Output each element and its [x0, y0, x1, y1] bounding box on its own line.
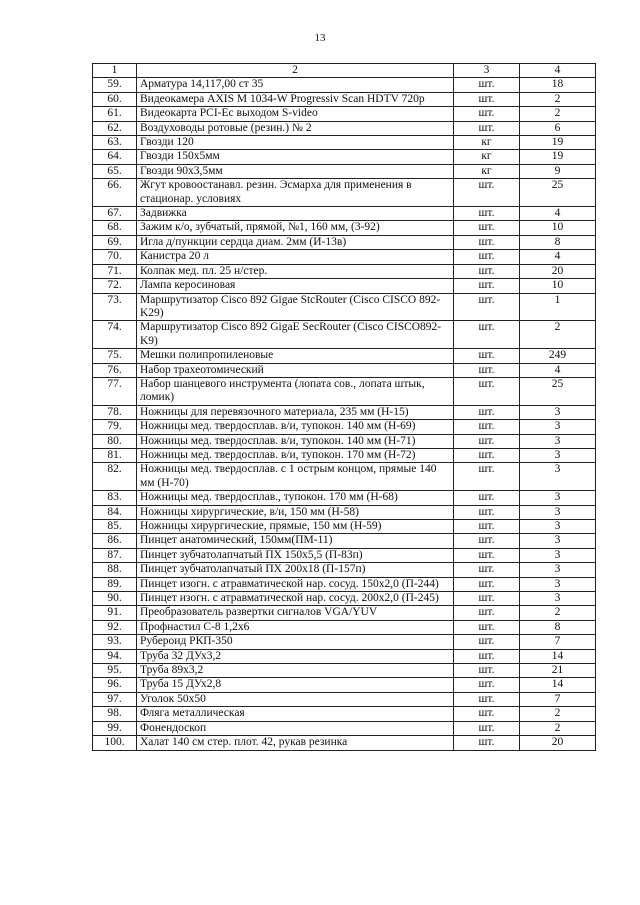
- item-unit: шт.: [454, 520, 520, 534]
- table-row: [93, 150, 596, 164]
- row-number: 89.: [93, 577, 137, 591]
- row-number: 75.: [93, 349, 137, 363]
- item-quantity: 2: [520, 321, 596, 349]
- row-number: 77.: [93, 377, 137, 405]
- item-quantity: 3: [520, 491, 596, 505]
- table-row: [93, 420, 596, 434]
- item-quantity: 249: [520, 349, 596, 363]
- item-quantity: 3: [520, 577, 596, 591]
- table-row: [93, 520, 596, 534]
- item-unit: шт.: [454, 221, 520, 235]
- item-name: Воздуховоды ротовые (резин.) № 2: [137, 121, 454, 135]
- item-quantity: 2: [520, 721, 596, 735]
- header-col-3: 3: [454, 64, 520, 78]
- item-unit: шт.: [454, 678, 520, 692]
- item-quantity: 8: [520, 620, 596, 634]
- item-name: Ножницы для перевязочного материала, 235 мм (Н-15): [137, 405, 454, 419]
- item-unit: шт.: [454, 707, 520, 721]
- item-quantity: 10: [520, 221, 596, 235]
- item-quantity: 25: [520, 377, 596, 405]
- item-name: Ножницы мед. твердосплав. в/и, тупокон. 170 мм (Н-72): [137, 448, 454, 462]
- item-name: Колпак мед. пл. 25 н/стер.: [137, 264, 454, 278]
- table-row: [93, 264, 596, 278]
- table-row: [93, 707, 596, 721]
- table-row: [93, 250, 596, 264]
- row-number: 60.: [93, 92, 137, 106]
- table-row: [93, 563, 596, 577]
- row-number: 97.: [93, 692, 137, 706]
- item-unit: шт.: [454, 377, 520, 405]
- item-quantity: 3: [520, 463, 596, 491]
- table-row: [93, 363, 596, 377]
- table-row: [93, 405, 596, 419]
- header-col-2: 2: [137, 64, 454, 78]
- item-unit: шт.: [454, 664, 520, 678]
- table-row: [93, 577, 596, 591]
- items-table-body: [93, 64, 596, 751]
- item-quantity: 10: [520, 279, 596, 293]
- table-row: [93, 491, 596, 505]
- item-unit: шт.: [454, 649, 520, 663]
- item-quantity: 3: [520, 505, 596, 519]
- item-name: Набор шанцевого инструмента (лопата сов., лопата штык, ломик): [137, 377, 454, 405]
- item-quantity: 3: [520, 534, 596, 548]
- row-number: 90.: [93, 592, 137, 606]
- table-row: [93, 548, 596, 562]
- item-name: Видеокарта PCI-Ec выходом S-video: [137, 107, 454, 121]
- item-unit: шт.: [454, 463, 520, 491]
- item-unit: шт.: [454, 491, 520, 505]
- item-name: Мешки полипропиленовые: [137, 349, 454, 363]
- table-row: [93, 164, 596, 178]
- table-row: [93, 592, 596, 606]
- row-number: 82.: [93, 463, 137, 491]
- item-quantity: 4: [520, 207, 596, 221]
- item-unit: шт.: [454, 293, 520, 321]
- table-row: [93, 505, 596, 519]
- item-unit: шт.: [454, 606, 520, 620]
- row-number: 96.: [93, 678, 137, 692]
- item-quantity: 20: [520, 264, 596, 278]
- item-name: Пинцет зубчатолапчатый ПХ 150х5,5 (П-83п): [137, 548, 454, 562]
- table-header-row: [93, 64, 596, 78]
- item-unit: шт.: [454, 349, 520, 363]
- row-number: 92.: [93, 620, 137, 634]
- item-unit: шт.: [454, 107, 520, 121]
- item-name: Ножницы мед. твердосплав. в/и, тупокон. 140 мм (Н-71): [137, 434, 454, 448]
- item-unit: кг: [454, 136, 520, 150]
- item-unit: шт.: [454, 448, 520, 462]
- item-unit: кг: [454, 164, 520, 178]
- table-row: [93, 92, 596, 106]
- table-row: [93, 107, 596, 121]
- table-row: [93, 448, 596, 462]
- row-number: 79.: [93, 420, 137, 434]
- table-row: [93, 721, 596, 735]
- row-number: 65.: [93, 164, 137, 178]
- item-unit: шт.: [454, 235, 520, 249]
- table-row: [93, 736, 596, 750]
- item-name: Профнастил С-8 1,2х6: [137, 620, 454, 634]
- item-unit: шт.: [454, 121, 520, 135]
- row-number: 71.: [93, 264, 137, 278]
- item-unit: шт.: [454, 179, 520, 207]
- table-row: [93, 434, 596, 448]
- item-unit: шт.: [454, 635, 520, 649]
- item-unit: шт.: [454, 92, 520, 106]
- row-number: 93.: [93, 635, 137, 649]
- table-row: [93, 279, 596, 293]
- item-unit: шт.: [454, 420, 520, 434]
- row-number: 78.: [93, 405, 137, 419]
- item-unit: шт.: [454, 548, 520, 562]
- item-quantity: 3: [520, 434, 596, 448]
- item-name: Труба 32 ДУх3,2: [137, 649, 454, 663]
- item-quantity: 4: [520, 250, 596, 264]
- item-quantity: 4: [520, 363, 596, 377]
- item-name: Маршрутизатор Cisco 892 GigaE SecRouter (Cisco CISCO892-K9): [137, 321, 454, 349]
- row-number: 87.: [93, 548, 137, 562]
- item-name: Канистра 20 л: [137, 250, 454, 264]
- item-name: Халат 140 см стер. плот. 42, рукав резинка: [137, 736, 454, 750]
- row-number: 68.: [93, 221, 137, 235]
- table-row: [93, 377, 596, 405]
- header-col-4: 4: [520, 64, 596, 78]
- row-number: 94.: [93, 649, 137, 663]
- table-row: [93, 649, 596, 663]
- row-number: 69.: [93, 235, 137, 249]
- item-quantity: 3: [520, 563, 596, 577]
- table-row: [93, 179, 596, 207]
- row-number: 74.: [93, 321, 137, 349]
- item-name: Набор трахеотомический: [137, 363, 454, 377]
- item-unit: шт.: [454, 321, 520, 349]
- row-number: 83.: [93, 491, 137, 505]
- item-name: Труба 89х3,2: [137, 664, 454, 678]
- row-number: 98.: [93, 707, 137, 721]
- row-number: 67.: [93, 207, 137, 221]
- table-row: [93, 463, 596, 491]
- item-unit: шт.: [454, 250, 520, 264]
- item-name: Ножницы хирургические, в/и, 150 мм (Н-58): [137, 505, 454, 519]
- table-row: [93, 121, 596, 135]
- item-name: Уголок 50х50: [137, 692, 454, 706]
- row-number: 95.: [93, 664, 137, 678]
- table-row: [93, 349, 596, 363]
- row-number: 59.: [93, 78, 137, 92]
- table-row: [93, 235, 596, 249]
- item-quantity: 18: [520, 78, 596, 92]
- item-quantity: 3: [520, 448, 596, 462]
- page-number: 13: [314, 32, 326, 44]
- row-number: 62.: [93, 121, 137, 135]
- item-unit: шт.: [454, 577, 520, 591]
- item-quantity: 6: [520, 121, 596, 135]
- item-name: Пинцет зубчатолапчатый ПХ 200х18 (П-157п): [137, 563, 454, 577]
- item-name: Рубероид РКП-350: [137, 635, 454, 649]
- item-name: Преобразователь развертки сигналов VGA/YUV: [137, 606, 454, 620]
- item-name: Видеокамера AXIS M 1034-W Progressiv Scan HDTV 720p: [137, 92, 454, 106]
- row-number: 66.: [93, 179, 137, 207]
- item-quantity: 3: [520, 405, 596, 419]
- table-row: [93, 678, 596, 692]
- item-quantity: 14: [520, 678, 596, 692]
- row-number: 70.: [93, 250, 137, 264]
- table-row: [93, 606, 596, 620]
- table-row: [93, 692, 596, 706]
- item-quantity: 2: [520, 92, 596, 106]
- row-number: 63.: [93, 136, 137, 150]
- item-name: Арматура 14,117,00 ст 35: [137, 78, 454, 92]
- item-quantity: 3: [520, 592, 596, 606]
- item-name: Ножницы мед. твердосплав. с 1 острым концом, прямые 140 мм (Н-70): [137, 463, 454, 491]
- item-quantity: 20: [520, 736, 596, 750]
- item-name: Задвижка: [137, 207, 454, 221]
- item-unit: шт.: [454, 279, 520, 293]
- item-quantity: 25: [520, 179, 596, 207]
- table-row: [93, 221, 596, 235]
- item-name: Пинцет изогн. с атравматической нар. сосуд. 200х2,0 (П-245): [137, 592, 454, 606]
- item-unit: шт.: [454, 363, 520, 377]
- table-row: [93, 207, 596, 221]
- row-number: 73.: [93, 293, 137, 321]
- table-row: [93, 293, 596, 321]
- header-col-1: 1: [93, 64, 137, 78]
- item-quantity: 2: [520, 707, 596, 721]
- item-name: Жгут кровоостанавл. резин. Эсмарха для применения в стационар. условиях: [137, 179, 454, 207]
- item-unit: шт.: [454, 264, 520, 278]
- item-unit: шт.: [454, 721, 520, 735]
- item-quantity: 7: [520, 635, 596, 649]
- item-name: Ножницы мед. твердосплав. в/и, тупокон. 140 мм (Н-69): [137, 420, 454, 434]
- item-name: Ножницы мед. твердосплав., тупокон. 170 мм (Н-68): [137, 491, 454, 505]
- item-name: Ножницы хирургические, прямые, 150 мм (Н-59): [137, 520, 454, 534]
- item-unit: шт.: [454, 563, 520, 577]
- item-unit: шт.: [454, 534, 520, 548]
- item-quantity: 19: [520, 150, 596, 164]
- item-quantity: 3: [520, 420, 596, 434]
- table-row: [93, 534, 596, 548]
- item-name: Гвозди 150х5мм: [137, 150, 454, 164]
- item-name: Маршрутизатор Cisco 892 Gigae StcRouter (Cisco CISCO 892-K29): [137, 293, 454, 321]
- row-number: 86.: [93, 534, 137, 548]
- table-row: [93, 635, 596, 649]
- item-unit: шт.: [454, 592, 520, 606]
- item-unit: шт.: [454, 505, 520, 519]
- row-number: 64.: [93, 150, 137, 164]
- item-unit: шт.: [454, 434, 520, 448]
- item-name: Зажим к/о, зубчатый, прямой, №1, 160 мм, (3-92): [137, 221, 454, 235]
- row-number: 72.: [93, 279, 137, 293]
- table-row: [93, 136, 596, 150]
- item-name: Лампа керосиновая: [137, 279, 454, 293]
- item-name: Труба 15 ДУх2,8: [137, 678, 454, 692]
- item-name: Фонендоскоп: [137, 721, 454, 735]
- row-number: 99.: [93, 721, 137, 735]
- item-quantity: 8: [520, 235, 596, 249]
- row-number: 76.: [93, 363, 137, 377]
- item-quantity: 14: [520, 649, 596, 663]
- table-row: [93, 321, 596, 349]
- item-unit: шт.: [454, 405, 520, 419]
- row-number: 61.: [93, 107, 137, 121]
- item-quantity: 2: [520, 107, 596, 121]
- item-quantity: 3: [520, 548, 596, 562]
- item-unit: шт.: [454, 736, 520, 750]
- item-name: Гвозди 90х3,5мм: [137, 164, 454, 178]
- row-number: 88.: [93, 563, 137, 577]
- table-row: [93, 620, 596, 634]
- item-unit: шт.: [454, 78, 520, 92]
- item-quantity: 1: [520, 293, 596, 321]
- item-quantity: 21: [520, 664, 596, 678]
- item-name: Пинцет изогн. с атравматической нар. сосуд. 150х2,0 (П-244): [137, 577, 454, 591]
- row-number: 85.: [93, 520, 137, 534]
- item-quantity: 19: [520, 136, 596, 150]
- item-unit: шт.: [454, 620, 520, 634]
- item-quantity: 2: [520, 606, 596, 620]
- item-name: Гвозди 120: [137, 136, 454, 150]
- table-row: [93, 664, 596, 678]
- item-quantity: 3: [520, 520, 596, 534]
- table-row: [93, 78, 596, 92]
- item-unit: кг: [454, 150, 520, 164]
- items-table: [92, 63, 596, 751]
- item-name: Пинцет анатомический, 150мм(ПМ-11): [137, 534, 454, 548]
- item-unit: шт.: [454, 207, 520, 221]
- row-number: 81.: [93, 448, 137, 462]
- item-unit: шт.: [454, 692, 520, 706]
- row-number: 91.: [93, 606, 137, 620]
- item-name: Игла д/пункции сердца диам. 2мм (И-13в): [137, 235, 454, 249]
- item-quantity: 9: [520, 164, 596, 178]
- row-number: 84.: [93, 505, 137, 519]
- item-name: Фляга металлическая: [137, 707, 454, 721]
- row-number: 100.: [93, 736, 137, 750]
- row-number: 80.: [93, 434, 137, 448]
- item-quantity: 7: [520, 692, 596, 706]
